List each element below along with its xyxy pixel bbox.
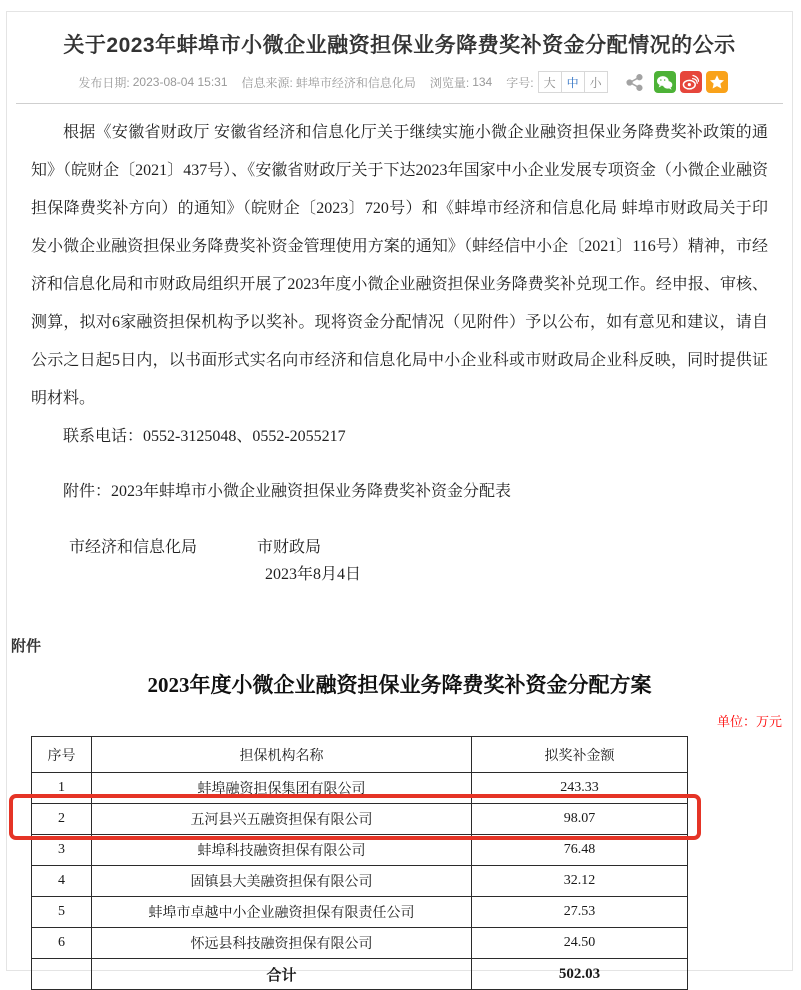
attachment-label: 附件 bbox=[11, 638, 42, 655]
table-row bbox=[32, 773, 688, 804]
header-seq: 序号 bbox=[32, 737, 92, 773]
content-panel bbox=[6, 11, 793, 984]
share-icon[interactable] bbox=[625, 73, 644, 92]
share-toolbar bbox=[625, 71, 728, 93]
seq-cell: 1 bbox=[32, 773, 92, 804]
attachment-reference-line: 附件：2023年蚌埠市小微企业融资担保业务降费奖补资金分配表 bbox=[63, 483, 512, 500]
wechat-icon[interactable] bbox=[654, 71, 676, 93]
amount-cell: 243.33 bbox=[472, 773, 688, 804]
header-org-name: 担保机构名称 bbox=[92, 737, 472, 773]
seq-cell: 4 bbox=[32, 866, 92, 897]
publish-date: 发布日期: 2023-08-04 15:31 bbox=[78, 75, 228, 90]
page-title: 关于2023年蚌埠市小微企业融资担保业务降费奖补资金分配情况的公示 bbox=[63, 34, 736, 57]
article-body bbox=[31, 114, 768, 609]
font-size-medium-button[interactable]: 中 bbox=[561, 71, 585, 93]
total-empty-cell bbox=[32, 959, 92, 990]
seq-cell: 5 bbox=[32, 897, 92, 928]
attachment-section bbox=[7, 635, 792, 990]
font-size-large-button[interactable]: 大 bbox=[538, 71, 562, 93]
org-name-cell: 蚌埠市卓越中小企业融资担保有限责任公司 bbox=[92, 897, 472, 928]
announcement-paragraph: 根据《安徽省财政厅 安徽省经济和信息化厅关于继续实施小微企业融资担保业务降费奖补政策的通知》（皖财企〔2021〕437号）、《安徽省财政厅关于下达2023年国家中小企业发展专项资金（小微企业融资担保降费奖补方向）的通知》（皖财企〔2023〕720号）和《蚌埠市经济和信息化局 蚌埠市财政局关于印发小微企业融资担保业务降费奖补资金管理使用方案的通知》（蚌经信中小企〔2021〕116号）精神，市经济和信息化局和市财政局组织开展了2023年度小微企业融资担保业务降费奖补兑现工作。经申报、审核、测算，拟对6家融资担保机构予以奖补。现将资金分配情况（见附件）予以公布，如有意见和建议，请自公示之日起5日内，以书面形式实名向市经济和信息化局中小企业科或市财政局企业科反映，同时提供证明材料。 bbox=[31, 124, 768, 407]
org-name-cell: 五河县兴五融资担保有限公司 bbox=[92, 804, 472, 835]
org-name-cell: 固镇县大美融资担保有限公司 bbox=[92, 866, 472, 897]
org-name-cell: 蚌埠融资担保集团有限公司 bbox=[92, 773, 472, 804]
meta-bar bbox=[7, 70, 792, 94]
guarantee-table-body bbox=[32, 773, 688, 959]
signer-finance-bureau: 市财政局 bbox=[257, 539, 322, 556]
table-row bbox=[32, 866, 688, 897]
allocation-table-title: 2023年度小微企业融资担保业务降费奖补资金分配方案 bbox=[147, 673, 652, 697]
signature-date: 2023年8月4日 bbox=[265, 566, 362, 583]
amount-cell: 32.12 bbox=[472, 866, 688, 897]
org-name-cell: 蚌埠科技融资担保有限公司 bbox=[92, 835, 472, 866]
info-source: 信息来源: 蚌埠市经济和信息化局 bbox=[241, 75, 416, 90]
table-row bbox=[32, 897, 688, 928]
seq-cell: 2 bbox=[32, 804, 92, 835]
header-amount: 拟奖补金额 bbox=[472, 737, 688, 773]
amount-cell: 24.50 bbox=[472, 928, 688, 959]
weibo-icon[interactable] bbox=[680, 71, 702, 93]
favorite-star-icon[interactable] bbox=[706, 71, 728, 93]
allocation-table-wrapper bbox=[31, 736, 687, 990]
amount-cell: 76.48 bbox=[472, 835, 688, 866]
allocation-table bbox=[31, 736, 688, 990]
font-size-small-button[interactable]: 小 bbox=[584, 71, 608, 93]
total-amount-cell: 502.03 bbox=[472, 959, 688, 990]
org-name-cell: 怀远县科技融资担保有限公司 bbox=[92, 928, 472, 959]
table-row bbox=[32, 835, 688, 866]
table-header-row bbox=[32, 737, 688, 773]
table-row bbox=[32, 804, 688, 835]
signer-economy-bureau: 市经济和信息化局 bbox=[69, 539, 198, 556]
contact-phone-line: 联系电话：0552-3125048、0552-2055217 bbox=[63, 428, 346, 445]
amount-cell: 27.53 bbox=[472, 897, 688, 928]
signature-block bbox=[31, 529, 768, 609]
seq-cell: 6 bbox=[32, 928, 92, 959]
amount-cell: 98.07 bbox=[472, 804, 688, 835]
unit-note: 单位：万元 bbox=[716, 714, 782, 729]
header-divider bbox=[16, 103, 783, 104]
view-count: 浏览量: 134 bbox=[429, 75, 493, 90]
table-row bbox=[32, 928, 688, 959]
seq-cell: 3 bbox=[32, 835, 92, 866]
total-row bbox=[32, 959, 688, 990]
total-label-cell: 合计 bbox=[92, 959, 472, 990]
font-size-control: 字号: 大 中 小 bbox=[506, 71, 607, 93]
